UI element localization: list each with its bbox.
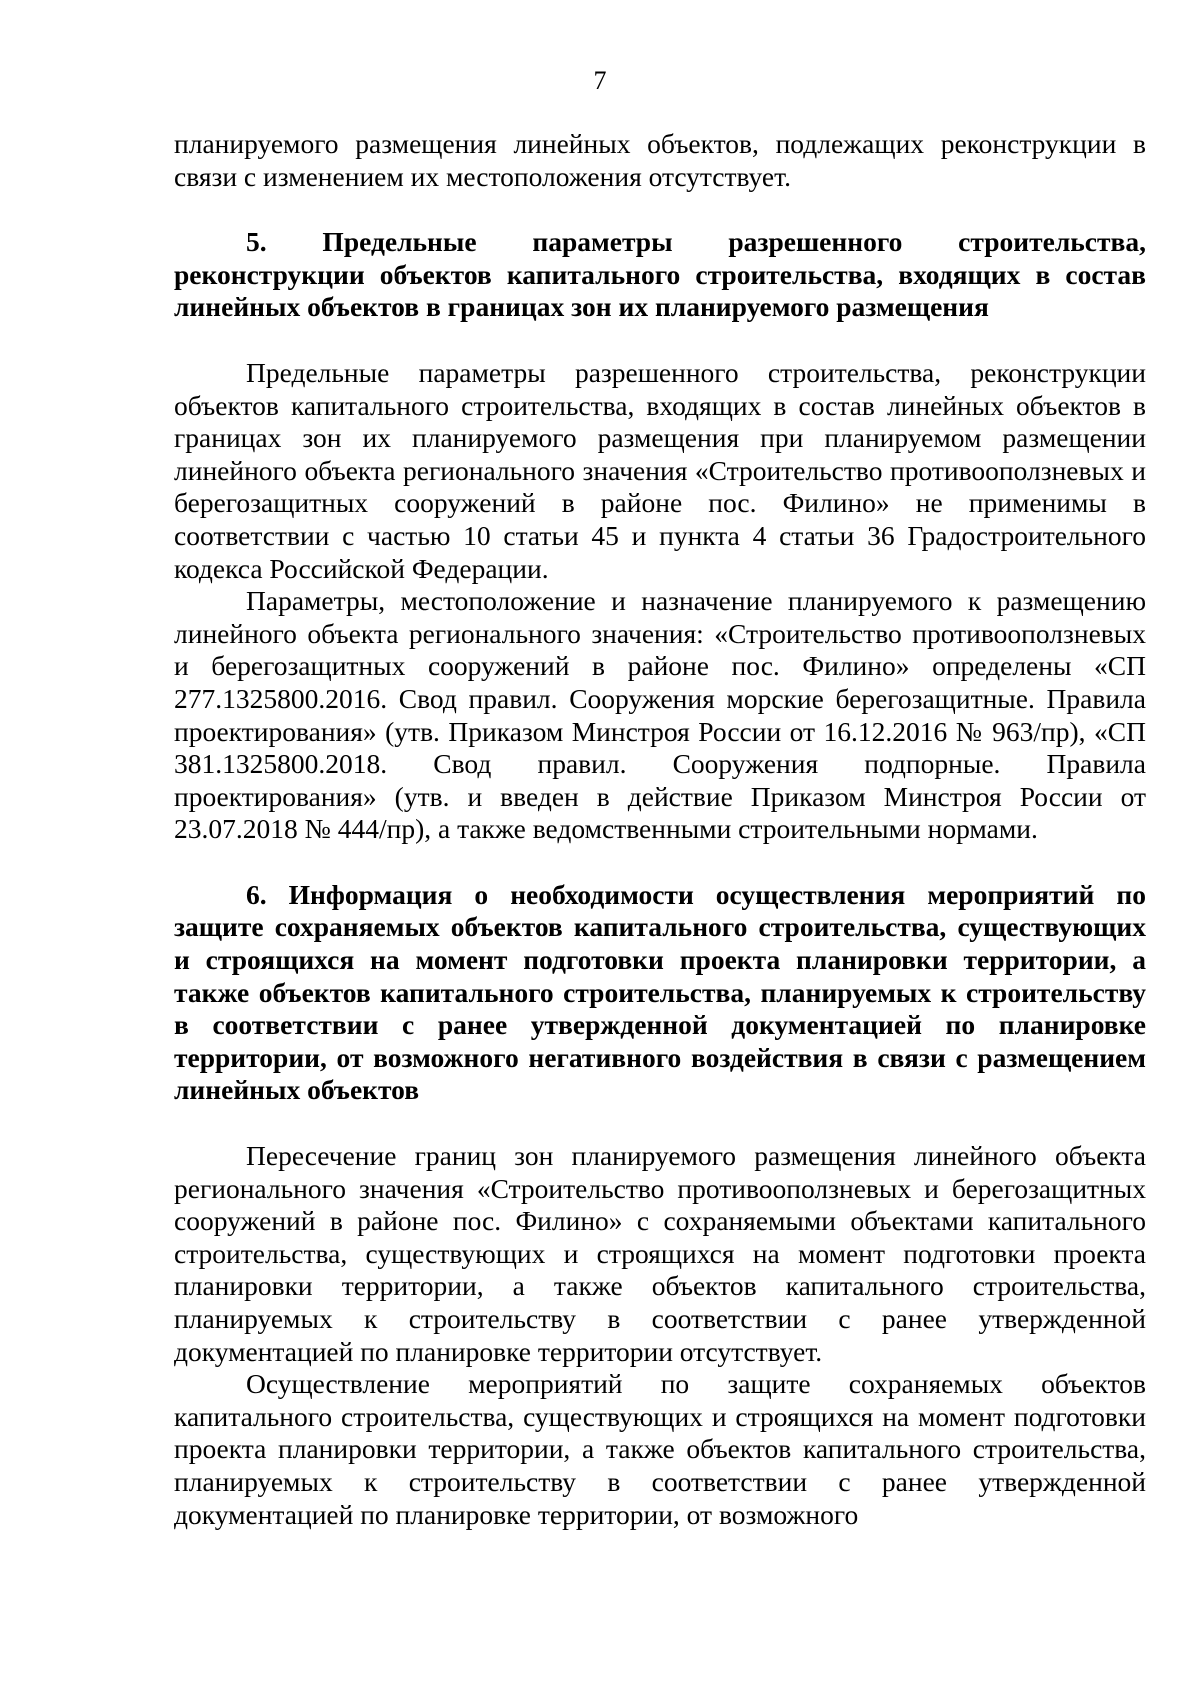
section-5-paragraph-1: Предельные параметры разрешенного строительства, реконструкции объектов капитального строительства, входящих в состав линейных объектов в границах зон их планируемого размещения при планируемом размещении линейного объекта регионального значения «Строительство противооползневых и берегозащитных сооружений в районе пос. Филино» не применимы в соответствии с частью 10 статьи 45 и пункта 4 статьи 36 Градостроительного кодекса Российской Федерации. xyxy=(174,356,1146,584)
section-6-heading: 6. Информация о необходимости осуществления мероприятий по защите сохраняемых объектов капитального строительства, существующих и строящихся на момент подготовки проекта планировки территории, а также объектов капитального строительства, планируемых к строительству в соответствии с ранее утвержденной документацией по планировке территории, от возможного негативного воздействия в связи с размещением линейных объектов xyxy=(174,878,1146,1106)
section-6-paragraph-2: Осуществление мероприятий по защите сохраняемых объектов капитального строительства, существующих и строящихся на момент подготовки проекта планировки территории, а также объектов капитального строительства, планируемых к строительству в соответствии с ранее утвержденной документацией по планировке территории, от возможного xyxy=(174,1368,1146,1530)
section-5-heading: 5. Предельные параметры разрешенного строительства, реконструкции объектов капитального строительства, входящих в состав линейных объектов в границах зон их планируемого размещения xyxy=(174,226,1146,323)
intro-continuation-paragraph: планируемого размещения линейных объектов, подлежащих реконструкции в связи с изменением их местоположения отсутствует. xyxy=(174,128,1146,192)
section-5-paragraph-2: Параметры, местоположение и назначение планируемого к размещению линейного объекта регионального значения: «Строительство противооползневых и берегозащитных сооружений в районе пос. Филино» определены «СП 277.1325800.2016. Свод правил. Сооружения морские берегозащитные. Правила проектирования» (утв. Приказом Минстроя России от 16.12.2016 № 963/пр), «СП 381.1325800.2018. Свод правил. Сооружения подпорные. Правила проектирования» (утв. и введен в действие Приказом Минстроя России от 23.07.2018 № 444/пр), а также ведомственными строительными нормами. xyxy=(174,585,1146,845)
section-6-paragraph-1: Пересечение границ зон планируемого размещения линейного объекта регионального значения «Строительство противооползневых и берегозащитных сооружений в районе пос. Филино» с сохраняемыми объектами капитального строительства, существующих и строящихся на момент подготовки проекта планировки территории, а также объектов капитального строительства, планируемых к строительству в соответствии с ранее утвержденной документацией по планировке территории отсутствует. xyxy=(174,1140,1146,1367)
page-number: 7 xyxy=(593,66,607,95)
document-body xyxy=(174,128,1146,1531)
